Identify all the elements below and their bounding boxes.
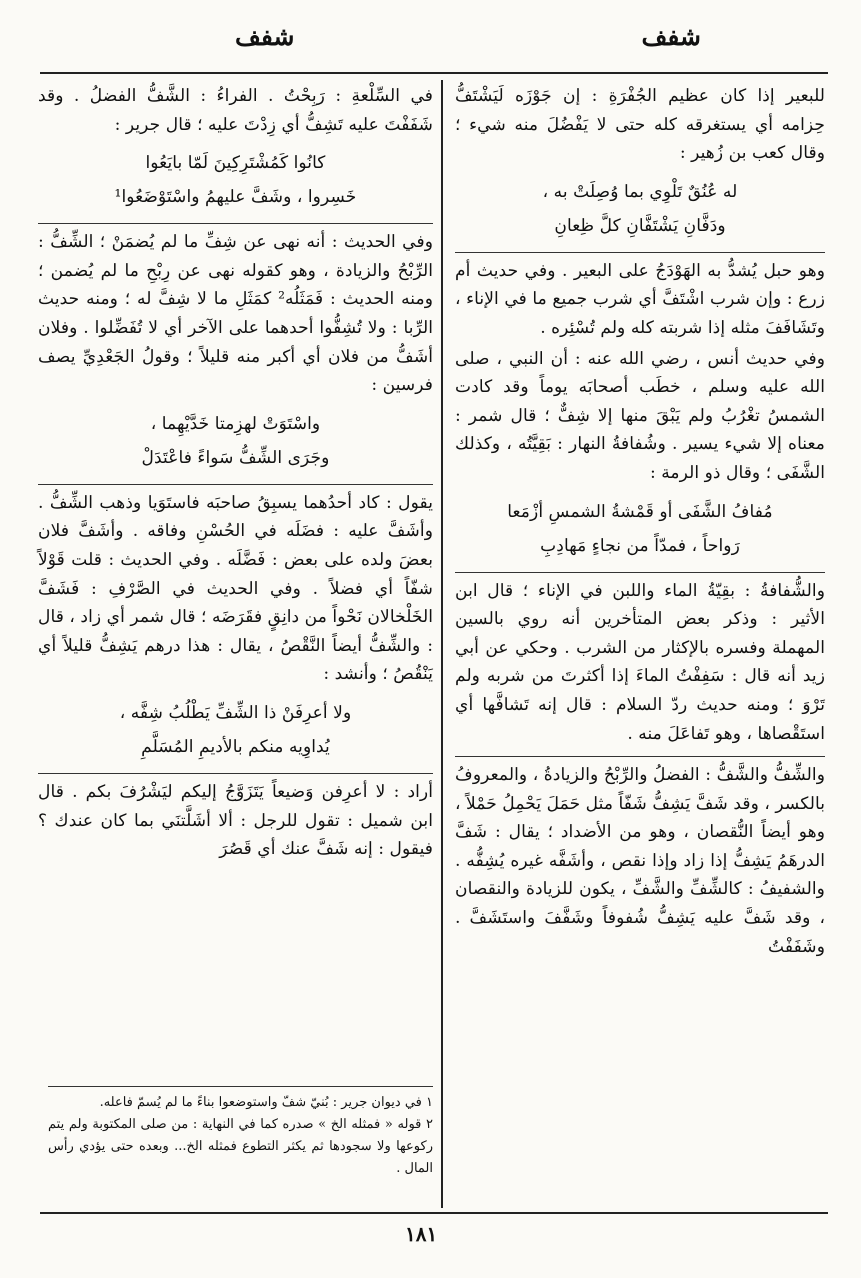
verse-line: ولا أعرِفَنْ ذا الشِّفِّ يَطْلُبُ شِفَّه ، xyxy=(119,702,352,723)
paragraph: للبعير إذا كان عظيم الجُفْرَةِ : إن جَوْزَه لَيَشْتَفُّ حِزامه أي يستغرقه كله حتى لا يَفْضُلَ منه شيء ؛ وقال كعب بن زُهير : xyxy=(455,86,825,164)
divider xyxy=(38,773,433,774)
verse-line: واسْتَوَتْ لهزِمتا خَدَّيْهِما ، xyxy=(150,413,321,434)
divider xyxy=(455,756,825,757)
verse-line: ودَفَّانِ يَشْتَفَّانِ كلَّ ظِعانِ xyxy=(554,215,726,236)
divider xyxy=(38,484,433,485)
divider xyxy=(38,223,433,224)
paragraph: والشِّفُّ والشَّفُّ : الفضلُ والرِّبْحُ والزيادةُ ، والمعروفُ بالكسر ، وقد شَفَّ يَشِفُّ شَفّاً مثل حَمَلَ يَحْمِلُ حَمْلاً ، وهو أيضاً النُّقصان ، وهو من الأضداد ؛ يقال : شَفَّ الدرهَمُ يَشِفُّ إذا زاد وإذا نقص ، وأشَفَّه غيره يُشِفُّه . والشفيفُ : كالشِّفِّ والشَّفِّ ، يكون للزيادة والنقصان ، وقد شَفَّ عليه يَشِفُّ شُفوفاً وشَفَّفَ واستَشَفَّ . وشَفَفْتُ xyxy=(455,765,825,957)
footnote-rule xyxy=(48,1086,433,1087)
paragraph: أراد : لا أعرِفن وَضيعاً يَتَزَوَّجُ إليكم ليَشْرُفَ بكم . قال ابن شميل : تقول للرجل : ألا أشَلَّتنَي بما كان عندك ؟ فيقول : إنه شَفَّ عنك أي قَصُرَ xyxy=(38,781,433,860)
verse-line: خَسِروا ، وشَفَّ عليهمُ واسْتَوْضَعُوا¹ xyxy=(114,187,357,208)
footnotes xyxy=(48,1092,433,1180)
column-divider xyxy=(441,80,443,1208)
verse-line: يُداوِيه منكم بالأديمِ المُسَلَّمِ xyxy=(141,736,330,757)
divider xyxy=(455,572,825,573)
verse xyxy=(455,496,825,562)
paragraph: وفي الحديث : أنه نهى عن شِفِّ ما لم يُضمَنْ ؛ الشِّفُّ : الرِّبْحُ والزيادة ، وهو كقوله نهى عن رِبْحِ ما لم يُضمن ؛ ومنه الحديث : فَمَثَلُه² كمَثَلِ ما لا شِفَّ له ؛ ومنه حديث الرِّبا : ولا تُشِفُّوا أحدهما على الآخر أي لا تُفَضِّلوا . وفلان أشَفُّ من فلان أي أكبر منه قليلاً ؛ وقولُ الجَعْدِيِّ يصف فرسين : xyxy=(38,232,433,396)
footnote: ٢ قوله « فمثله الخ » صدره كما في النهاية : من صلى المكتوبة ولم يتم ركوعها ولا سجودها ثم يكثر التطوع فمثله الخ... وبعده حتى يؤدي رأس المال . xyxy=(48,1117,433,1176)
verse xyxy=(455,176,825,242)
header-rule xyxy=(40,72,828,74)
paragraph: في السِّلْعةِ : رَبِحْتُ . الفراءُ : الشَّفُّ الفضلُ . وقد شَفَفْتَ عليه تَشِفُّ أي زِدْتَ عليه ؛ قال جرير : xyxy=(38,86,433,135)
running-header-left: شفف xyxy=(235,22,295,51)
verse xyxy=(38,408,433,474)
left-column xyxy=(38,82,433,866)
paragraph: وفي حديث أنس ، رضي الله عنه : أن النبي ، صلى الله عليه وسلم ، خطَب أصحابَه يوماً وقد كادت الشمسُ تغْرُبُ ولم يَبْقَ منها إلا شِفٌّ ؛ قال شمر : معناه إلا شيء يسير . وشُفافةُ النهار : بَقِيَّتُه ، وكذلك الشَّفَى ؛ وقال ذو الرمة : xyxy=(455,348,825,483)
footer-rule xyxy=(40,1212,828,1214)
footnote: ١ في ديوان جرير : بُنيّ شفّ واستوضعوا بناءً ما لم يُسمّ فاعله. xyxy=(99,1095,433,1110)
divider xyxy=(455,252,825,253)
verse xyxy=(38,147,433,213)
page-number: ١٨١ xyxy=(405,1222,438,1246)
verse-line: له عُنُقٌ تَلْوِي بما وُصِلَتْ به ، xyxy=(542,181,738,202)
paragraph: وهو حبل يُشدُّ به الهَوْدَجُ على البعير . وفي حديث أم زرع : وإن شرب اشْتَفَّ أي شرب جميع ما في الإناء ، وتَشَافَفَ مثله إذا شربته كله ولم تُسْئِره . xyxy=(455,260,825,338)
verse xyxy=(38,697,433,763)
verse-line: وجَرَى الشِّفُّ سَواءً فاعْتَدَلْ xyxy=(141,447,330,468)
paragraph: يقول : كاد أحدُهما يسبِقُ صاحبَه فاستَوَيا وذهب الشِّفُّ . وأشَفَّ عليه : فضَلَه في الحُسْنِ وفاقه . وأشَفَّ فلان بعضَ ولده على بعض : فَضَّلَه . وفي الحديث : قلت قَوْلاً شفّاً أي فضلاً . وفي الحديث في الصَّرْفِ : فَشَفَّ الخَلْخالان نَحْواً من دانِقٍ فقَرَضَه ؛ قال شمر أي زاد ، قال : والشِّفُّ أيضاً النَّقْصُ ، يقال : هذا درهم يَشِفُّ قليلاً أي يَنْقُصُ ؛ وأنشد : xyxy=(38,492,433,685)
verse-line: مُفافُ الشَّفَى أو قَمْشةُ الشمسِ أزْمَعا xyxy=(507,501,773,522)
right-column xyxy=(455,82,825,963)
verse-line: كانُوا كَمُشْتَرِكِينَ لَمّا بايَعُوا xyxy=(145,153,326,174)
paragraph: والشُّفافةُ : بقِيّةُ الماء واللبن في الإناء ؛ قال ابن الأثير : وذكر بعض المتأخرين أنه روي بالسين المهملة وفسره بالإكثار من الشرب . وحكي عن أبي زيد أنه قال : سَفِفْتُ الماءَ إذا أكثرتَ من شربه ولم تَرْوَ ؛ ومنه حديث ردّ السلام : قال إنه تَشافَّها أي استَقْصاها ، وهو تَفاعَلَ منه . xyxy=(455,580,825,744)
verse-line: رَواحاً ، فمدّاً من نجاءٍ مَهادِبِ xyxy=(540,535,740,556)
running-header-right: شفف xyxy=(641,22,701,51)
